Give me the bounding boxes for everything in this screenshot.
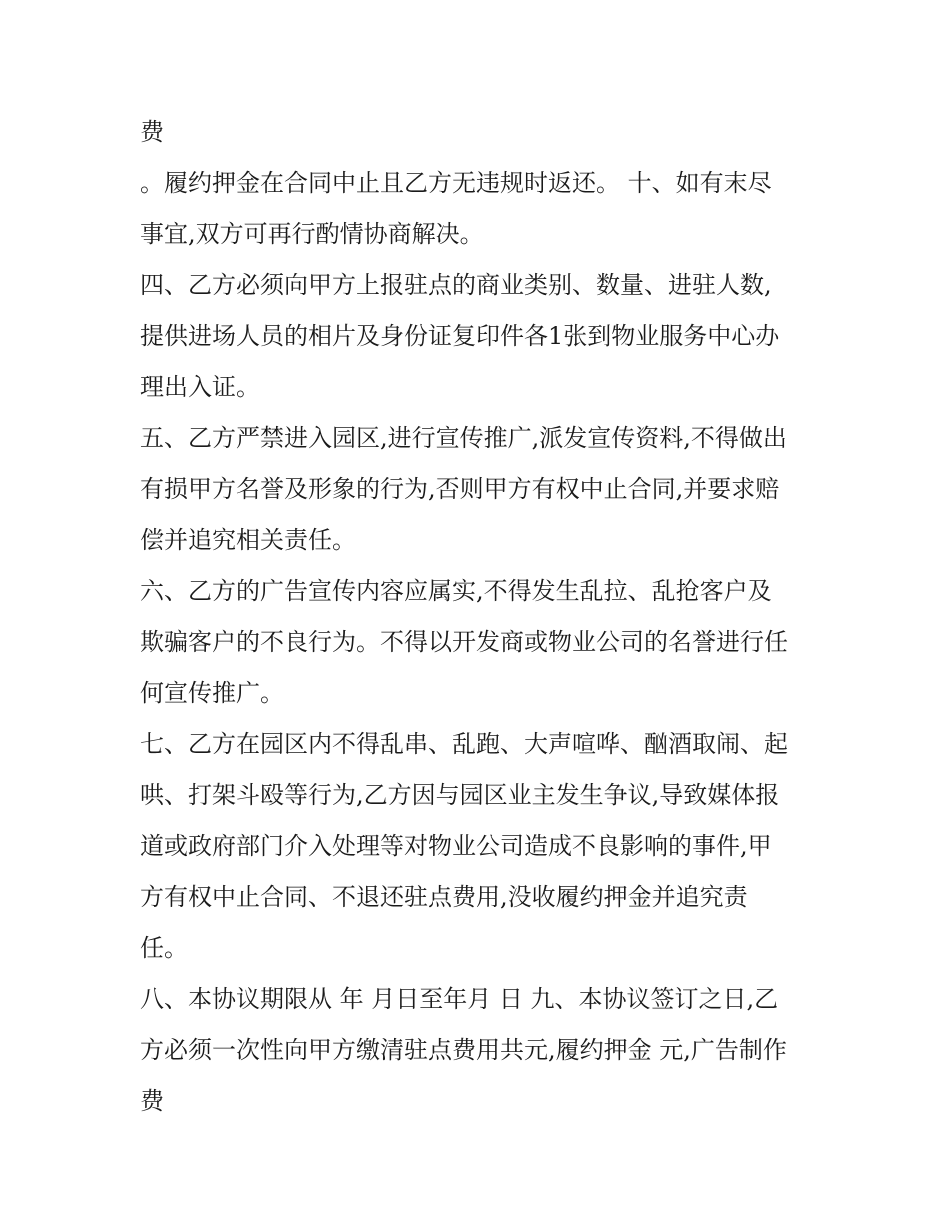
text-line: 欺骗客户的不良行为。不得以开发商或物业公司的名誉进行任 xyxy=(140,628,788,656)
text-line: 费 xyxy=(140,1087,164,1115)
text-line: 哄、打架斗殴等行为,乙方因与园区业主发生争议,导致媒体报 xyxy=(140,781,780,809)
text-line: 道或政府部门介入处理等对物业公司造成不良影响的事件,甲 xyxy=(140,832,772,860)
text-line: 。履约押金在合同中止且乙方无违规时返还。 十、如有末尽 xyxy=(140,169,772,197)
text-line: 费 xyxy=(140,118,164,146)
text-line: 提供进场人员的相片及身份证复印件各1张到物业服务中心办 xyxy=(140,322,780,350)
text-line: 有损甲方名誉及形象的行为,否则甲方有权中止合同,并要求赔 xyxy=(140,475,780,503)
text-line: 八、本协议期限从 年 月日至年月 日 九、本协议签订之日,乙 xyxy=(140,985,779,1013)
text-line: 方有权中止合同、不退还驻点费用,没收履约押金并追究责 xyxy=(140,883,748,911)
text-line: 任。 xyxy=(140,934,188,962)
text-line: 方必须一次性向甲方缴清驻点费用共元,履约押金 元,广告制作 xyxy=(140,1036,787,1064)
text-line: 四、乙方必须向甲方上报驻点的商业类别、数量、进驻人数, xyxy=(140,271,772,299)
text-line: 五、乙方严禁进入园区,进行宣传推广,派发宣传资料,不得做出 xyxy=(140,424,787,452)
text-line: 何宣传推广。 xyxy=(140,679,284,707)
text-line: 事宜,双方可再行酌情协商解决。 xyxy=(140,220,484,248)
text-line: 七、乙方在园区内不得乱串、乱跑、大声喧哗、酗酒取闹、起 xyxy=(140,730,788,758)
text-line: 六、乙方的广告宣传内容应属实,不得发生乱拉、乱抢客户及 xyxy=(140,577,772,605)
text-line: 偿并追究相关责任。 xyxy=(140,526,356,554)
text-line: 理出入证。 xyxy=(140,373,260,401)
document-body xyxy=(140,107,820,1127)
